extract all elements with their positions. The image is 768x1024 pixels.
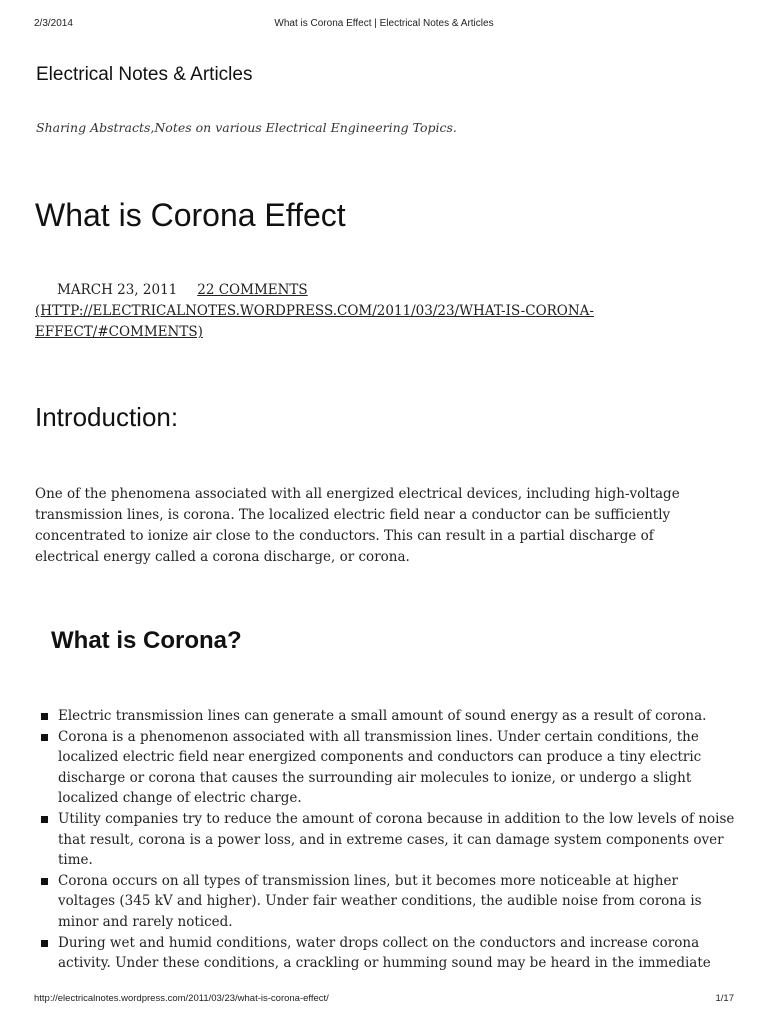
list-item-text: Corona occurs on all types of transmission lines, but it becomes more noticeable at higher voltages (345 kV and higher). Under fair weather conditions, the audible noise from corona is minor and rarely noticed. [58,872,702,930]
bullet-icon [41,734,48,741]
list-item [35,933,735,974]
intro-paragraph: One of the phenomena associated with all energized electrical devices, including high-voltage transmission lines, is corona. The localized electric field near a conductor can be sufficiently concentrated to ionize air close to the conductors. This can result in a partial discharge of electrical energy called a corona discharge, or corona. [35,486,680,565]
comments-url-link[interactable]: (HTTP://ELECTRICALNOTES.WORDPRESS.COM/2011/03/23/WHAT-IS-CORONA-EFFECT/#COMMENTS) [35,303,594,340]
print-page-number: 1/17 [715,993,734,1004]
intro-heading: Introduction: [35,402,179,432]
print-page-title: What is Corona Effect | Electrical Notes & Articles [274,18,494,29]
post-title: What is Corona Effect [35,197,346,233]
list-item-text: During wet and humid conditions, water drops collect on the conductors and increase corona activity. Under these conditions, a crackling or humming sound may be heard in the immediate [58,934,711,972]
post-date: MARCH 23, 2011 [57,282,178,298]
comments-link[interactable]: 22 COMMENTS [197,282,308,298]
list-item [35,809,735,871]
bullet-list [35,706,735,974]
bullet-icon [41,940,48,947]
bullet-icon [41,816,48,823]
section-heading: What is Corona? [51,627,242,654]
print-date: 2/3/2014 [34,18,73,29]
list-item-text: Corona is a phenomenon associated with all transmission lines. Under certain conditions, the localized electric field near energized components and conductors can produce a tiny electric discharge or corona that causes the surrounding air molecules to ionize, or undergo a slight localized change of electric charge. [58,728,702,807]
bullet-icon [41,878,48,885]
bullet-icon [41,713,48,720]
print-header [0,18,768,34]
list-item-text: Electric transmission lines can generate a small amount of sound energy as a result of corona. [58,708,707,724]
list-item [35,871,735,933]
print-footer [0,993,768,1007]
site-tagline: Sharing Abstracts,Notes on various Electrical Engineering Topics. [36,120,457,135]
site-title[interactable]: Electrical Notes & Articles [36,64,253,85]
list-item [35,706,735,727]
print-url: http://electricalnotes.wordpress.com/2011/03/23/what-is-corona-effect/ [34,993,329,1004]
list-item-text: Utility companies try to reduce the amount of corona because in addition to the low levels of noise that result, corona is a power loss, and in extreme cases, it can damage system components over time. [58,810,735,869]
post-meta [35,280,675,343]
list-item [35,727,735,809]
